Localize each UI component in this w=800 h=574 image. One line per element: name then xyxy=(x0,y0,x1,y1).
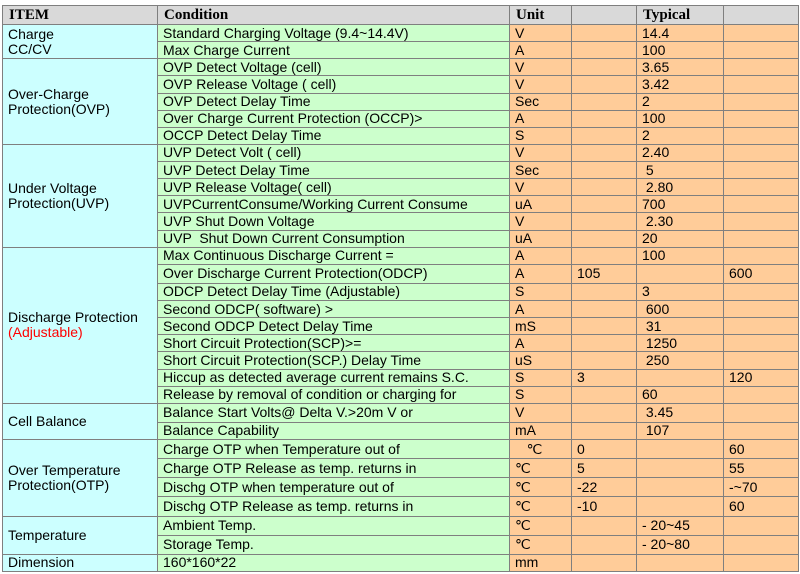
unit-value: Sec xyxy=(515,93,540,110)
group-label-line: Charge xyxy=(8,25,54,42)
min-cell xyxy=(572,93,637,110)
group-label-cell xyxy=(3,247,158,403)
condition-cell xyxy=(158,301,510,318)
typical-cell xyxy=(637,352,724,369)
unit-value: V xyxy=(515,24,525,41)
max-cell xyxy=(724,478,799,497)
typical-value: 2.40 xyxy=(642,144,670,161)
max-value: 120 xyxy=(729,369,753,386)
unit-value: ℃ xyxy=(515,459,531,476)
max-cell xyxy=(724,42,799,59)
min-cell xyxy=(572,230,637,247)
unit-value: S xyxy=(515,386,525,403)
unit-cell xyxy=(510,535,572,554)
group-label-cell xyxy=(3,403,158,439)
min-cell xyxy=(572,403,637,422)
max-cell xyxy=(724,59,799,76)
unit-value: A xyxy=(515,110,525,127)
unit-cell xyxy=(510,283,572,300)
min-cell xyxy=(572,335,637,352)
table-row xyxy=(3,25,799,42)
condition-value: OVP Detect Delay Time xyxy=(163,93,311,110)
typical-value: 250 xyxy=(642,351,670,368)
unit-cell xyxy=(510,42,572,59)
typical-value: 600 xyxy=(642,300,670,317)
condition-cell xyxy=(158,127,510,144)
typical-cell xyxy=(637,59,724,76)
unit-cell xyxy=(510,459,572,478)
min-cell xyxy=(572,318,637,335)
min-cell xyxy=(572,459,637,478)
condition-cell xyxy=(158,352,510,369)
typical-cell xyxy=(637,264,724,283)
max-value: -~70 xyxy=(729,478,758,495)
condition-cell xyxy=(158,196,510,213)
typical-value: - 20~80 xyxy=(642,536,690,553)
spec-table xyxy=(2,5,799,572)
max-cell xyxy=(724,213,799,230)
typical-value: 20 xyxy=(642,230,658,247)
condition-value: UVP Detect Volt ( cell) xyxy=(163,144,302,161)
header-condition: Condition xyxy=(158,6,510,25)
condition-value: Dischg OTP when temperature out of xyxy=(163,478,394,495)
typical-value: 2 xyxy=(642,93,650,110)
unit-value: ℃ xyxy=(515,536,531,553)
min-cell xyxy=(572,196,637,213)
min-cell xyxy=(572,25,637,42)
min-cell xyxy=(572,440,637,459)
group-label-line: Cell Balance xyxy=(8,412,87,429)
condition-cell xyxy=(158,440,510,459)
min-cell xyxy=(572,247,637,264)
max-cell xyxy=(724,352,799,369)
condition-cell xyxy=(158,516,510,535)
condition-value: Storage Temp. xyxy=(163,536,254,553)
header-unit: Unit xyxy=(510,6,572,25)
min-value: -22 xyxy=(577,478,598,495)
typical-value: 700 xyxy=(642,195,666,212)
unit-cell xyxy=(510,230,572,247)
min-cell xyxy=(572,369,637,386)
header-min xyxy=(572,6,637,25)
condition-cell xyxy=(158,459,510,478)
max-value: 60 xyxy=(729,497,745,514)
unit-cell xyxy=(510,144,572,161)
condition-cell xyxy=(158,335,510,352)
condition-value: Hiccup as detected average current remains S.C. xyxy=(163,369,469,386)
typical-cell xyxy=(637,535,724,554)
typical-value: 5 xyxy=(642,161,654,178)
min-value: 5 xyxy=(577,459,585,476)
condition-cell xyxy=(158,283,510,300)
max-cell xyxy=(724,76,799,93)
typical-value: 14.4 xyxy=(642,24,670,41)
typical-cell xyxy=(637,76,724,93)
condition-cell xyxy=(158,110,510,127)
table-row xyxy=(3,554,799,571)
unit-cell xyxy=(510,554,572,571)
condition-cell xyxy=(158,386,510,403)
typical-cell xyxy=(637,247,724,264)
typical-cell xyxy=(637,516,724,535)
typical-value: 100 xyxy=(642,110,666,127)
min-cell xyxy=(572,179,637,196)
condition-value: Balance Capability xyxy=(163,422,279,439)
condition-value: 160*160*22 xyxy=(163,554,237,571)
condition-cell xyxy=(158,535,510,554)
typical-cell xyxy=(637,497,724,516)
max-cell xyxy=(724,516,799,535)
group-label-cell xyxy=(3,144,158,247)
typical-cell xyxy=(637,554,724,571)
max-cell xyxy=(724,179,799,196)
typical-cell xyxy=(637,110,724,127)
condition-value: UVP Detect Delay Time xyxy=(163,161,310,178)
header-typical: Typical xyxy=(637,6,724,25)
unit-value: A xyxy=(515,334,525,351)
min-cell xyxy=(572,301,637,318)
typical-value: 2.80 xyxy=(642,178,674,195)
min-value: 3 xyxy=(577,369,585,386)
condition-value: Over Discharge Current Protection(ODCP) xyxy=(163,265,428,282)
typical-value: - 20~45 xyxy=(642,517,690,534)
unit-cell xyxy=(510,369,572,386)
unit-cell xyxy=(510,162,572,179)
condition-cell xyxy=(158,25,510,42)
min-cell xyxy=(572,386,637,403)
condition-cell xyxy=(158,162,510,179)
condition-cell xyxy=(158,369,510,386)
max-cell xyxy=(724,403,799,422)
min-cell xyxy=(572,144,637,161)
condition-value: Short Circuit Protection(SCP.) Delay Time xyxy=(163,351,422,368)
typical-cell xyxy=(637,403,724,422)
group-label-line: CC/CV xyxy=(8,40,52,57)
group-label-cell xyxy=(3,554,158,571)
unit-cell xyxy=(510,497,572,516)
max-cell xyxy=(724,162,799,179)
typical-cell xyxy=(637,335,724,352)
typical-value: 3.65 xyxy=(642,58,670,75)
typical-value: 31 xyxy=(642,317,662,334)
condition-cell xyxy=(158,213,510,230)
max-cell xyxy=(724,497,799,516)
unit-cell xyxy=(510,335,572,352)
unit-cell xyxy=(510,196,572,213)
unit-value: V xyxy=(515,75,525,92)
condition-cell xyxy=(158,93,510,110)
min-cell xyxy=(572,352,637,369)
group-label-line: Protection(OVP) xyxy=(8,100,110,117)
condition-cell xyxy=(158,264,510,283)
unit-cell xyxy=(510,386,572,403)
unit-value: Sec xyxy=(515,161,540,178)
max-cell xyxy=(724,301,799,318)
min-value: 0 xyxy=(577,440,585,457)
unit-value: V xyxy=(515,212,525,229)
condition-value: OVP Release Voltage ( cell) xyxy=(163,75,337,92)
table-row xyxy=(3,247,799,264)
condition-value: Max Charge Current xyxy=(163,41,290,58)
unit-cell xyxy=(510,478,572,497)
typical-cell xyxy=(637,162,724,179)
unit-cell xyxy=(510,25,572,42)
group-label-line: Over Temperature xyxy=(8,461,121,478)
unit-cell xyxy=(510,247,572,264)
unit-value: V xyxy=(515,404,525,421)
max-value: 55 xyxy=(729,459,745,476)
unit-cell xyxy=(510,179,572,196)
unit-value: mA xyxy=(515,422,536,439)
typical-cell xyxy=(637,369,724,386)
condition-cell xyxy=(158,554,510,571)
max-cell xyxy=(724,196,799,213)
condition-value: Short Circuit Protection(SCP)>= xyxy=(163,334,362,351)
max-cell xyxy=(724,535,799,554)
typical-cell xyxy=(637,93,724,110)
max-cell xyxy=(724,127,799,144)
group-label-cell xyxy=(3,59,158,145)
condition-value: Standard Charging Voltage (9.4~14.4V) xyxy=(163,24,409,41)
unit-cell xyxy=(510,301,572,318)
max-cell xyxy=(724,440,799,459)
unit-value: ℃ xyxy=(515,517,531,534)
min-cell xyxy=(572,497,637,516)
unit-cell xyxy=(510,403,572,422)
max-value: 60 xyxy=(729,440,745,457)
header-max xyxy=(724,6,799,25)
unit-cell xyxy=(510,93,572,110)
condition-cell xyxy=(158,59,510,76)
max-cell xyxy=(724,422,799,439)
condition-cell xyxy=(158,403,510,422)
condition-value: Release by removal of condition or charging for xyxy=(163,386,457,403)
condition-value: Over Charge Current Protection (OCCP)> xyxy=(163,110,423,127)
typical-cell xyxy=(637,478,724,497)
max-cell xyxy=(724,554,799,571)
unit-value: V xyxy=(515,58,525,75)
condition-value: Ambient Temp. xyxy=(163,517,257,534)
unit-value: S xyxy=(515,283,525,300)
unit-cell xyxy=(510,264,572,283)
typical-cell xyxy=(637,144,724,161)
max-cell xyxy=(724,230,799,247)
condition-value: Balance Start Volts@ Delta V.>20m V or xyxy=(163,404,413,421)
unit-cell xyxy=(510,59,572,76)
typical-value: 100 xyxy=(642,41,666,58)
condition-value: UVPCurrentConsume/Working Current Consume xyxy=(163,195,468,212)
header-row xyxy=(3,6,799,25)
typical-cell xyxy=(637,42,724,59)
min-cell xyxy=(572,76,637,93)
unit-value: mS xyxy=(515,317,536,334)
unit-value: A xyxy=(515,247,525,264)
group-label-line: Temperature xyxy=(8,526,87,543)
unit-value: A xyxy=(515,265,525,282)
unit-cell xyxy=(510,516,572,535)
typical-value: 3.42 xyxy=(642,75,670,92)
unit-cell xyxy=(510,213,572,230)
max-cell xyxy=(724,110,799,127)
min-cell xyxy=(572,59,637,76)
unit-value: S xyxy=(515,369,525,386)
typical-cell xyxy=(637,283,724,300)
min-cell xyxy=(572,127,637,144)
min-cell xyxy=(572,110,637,127)
condition-value: Second ODCP Detect Delay Time xyxy=(163,317,373,334)
unit-value: ℃ xyxy=(515,497,531,514)
max-cell xyxy=(724,459,799,478)
unit-cell xyxy=(510,422,572,439)
table-row xyxy=(3,144,799,161)
unit-value: ℃ xyxy=(515,440,543,457)
min-value: -10 xyxy=(577,497,598,514)
min-cell xyxy=(572,264,637,283)
unit-value: S xyxy=(515,127,525,144)
unit-cell xyxy=(510,440,572,459)
typical-value: 2 xyxy=(642,127,650,144)
group-label-cell xyxy=(3,516,158,554)
unit-value: mm xyxy=(515,554,539,571)
condition-value: Charge OTP Release as temp. returns in xyxy=(163,459,417,476)
condition-cell xyxy=(158,230,510,247)
header-item: ITEM xyxy=(3,6,158,25)
unit-cell xyxy=(510,76,572,93)
typical-cell xyxy=(637,422,724,439)
group-label-line: Protection(UVP) xyxy=(8,194,110,211)
group-label-line: (Adjustable) xyxy=(8,324,83,341)
table-row xyxy=(3,59,799,76)
max-cell xyxy=(724,25,799,42)
typical-value: 3.45 xyxy=(642,404,674,421)
min-cell xyxy=(572,162,637,179)
max-cell xyxy=(724,144,799,161)
max-value: 600 xyxy=(729,265,753,282)
typical-cell xyxy=(637,213,724,230)
condition-value: UVP Release Voltage( cell) xyxy=(163,178,332,195)
condition-value: Second ODCP( software) > xyxy=(163,300,334,317)
typical-value: 3 xyxy=(642,283,650,300)
spec-body xyxy=(3,25,799,572)
table-row xyxy=(3,516,799,535)
typical-cell xyxy=(637,230,724,247)
condition-cell xyxy=(158,76,510,93)
unit-value: uS xyxy=(515,351,533,368)
typical-cell xyxy=(637,196,724,213)
typical-cell xyxy=(637,127,724,144)
typical-cell xyxy=(637,179,724,196)
max-cell xyxy=(724,369,799,386)
min-cell xyxy=(572,422,637,439)
max-cell xyxy=(724,93,799,110)
typical-cell xyxy=(637,386,724,403)
group-label-line: Discharge Protection xyxy=(8,309,138,326)
unit-value: ℃ xyxy=(515,478,531,495)
typical-value: 2.30 xyxy=(642,212,674,229)
unit-value: V xyxy=(515,178,525,195)
typical-value: 100 xyxy=(642,247,666,264)
min-value: 105 xyxy=(577,265,601,282)
group-label-line: Dimension xyxy=(8,554,75,571)
condition-value: UVP Shut Down Current Consumption xyxy=(163,230,405,247)
typical-cell xyxy=(637,440,724,459)
max-cell xyxy=(724,318,799,335)
unit-value: uA xyxy=(515,230,533,247)
max-cell xyxy=(724,283,799,300)
unit-cell xyxy=(510,352,572,369)
group-label-cell xyxy=(3,440,158,517)
unit-value: A xyxy=(515,300,525,317)
max-cell xyxy=(724,247,799,264)
table-row xyxy=(3,403,799,422)
condition-cell xyxy=(158,179,510,196)
group-label-line: Over-Charge xyxy=(8,85,89,102)
min-cell xyxy=(572,478,637,497)
max-cell xyxy=(724,335,799,352)
unit-cell xyxy=(510,110,572,127)
typical-cell xyxy=(637,25,724,42)
condition-cell xyxy=(158,318,510,335)
condition-value: UVP Shut Down Voltage xyxy=(163,212,315,229)
condition-value: ODCP Detect Delay Time (Adjustable) xyxy=(163,283,401,300)
max-cell xyxy=(724,264,799,283)
condition-value: Max Continuous Discharge Current = xyxy=(163,247,394,264)
condition-cell xyxy=(158,422,510,439)
typical-cell xyxy=(637,459,724,478)
unit-cell xyxy=(510,318,572,335)
condition-cell xyxy=(158,478,510,497)
condition-value: Charge OTP when Temperature out of xyxy=(163,440,400,457)
unit-value: V xyxy=(515,144,525,161)
unit-cell xyxy=(510,127,572,144)
condition-value: OCCP Detect Delay Time xyxy=(163,127,322,144)
condition-cell xyxy=(158,497,510,516)
min-cell xyxy=(572,42,637,59)
table-row xyxy=(3,440,799,459)
group-label-line: Under Voltage xyxy=(8,179,97,196)
min-cell xyxy=(572,213,637,230)
group-label-cell xyxy=(3,25,158,59)
unit-value: A xyxy=(515,41,525,58)
typical-cell xyxy=(637,301,724,318)
unit-value: uA xyxy=(515,195,533,212)
typical-value: 1250 xyxy=(642,334,678,351)
condition-value: OVP Detect Voltage (cell) xyxy=(163,58,322,75)
min-cell xyxy=(572,516,637,535)
min-cell xyxy=(572,283,637,300)
min-cell xyxy=(572,554,637,571)
condition-cell xyxy=(158,42,510,59)
typical-cell xyxy=(637,318,724,335)
condition-cell xyxy=(158,247,510,264)
condition-cell xyxy=(158,144,510,161)
condition-value: Dischg OTP Release as temp. returns in xyxy=(163,497,414,514)
typical-value: 107 xyxy=(642,422,670,439)
max-cell xyxy=(724,386,799,403)
group-label-line: Protection(OTP) xyxy=(8,476,110,493)
typical-value: 60 xyxy=(642,386,658,403)
min-cell xyxy=(572,535,637,554)
